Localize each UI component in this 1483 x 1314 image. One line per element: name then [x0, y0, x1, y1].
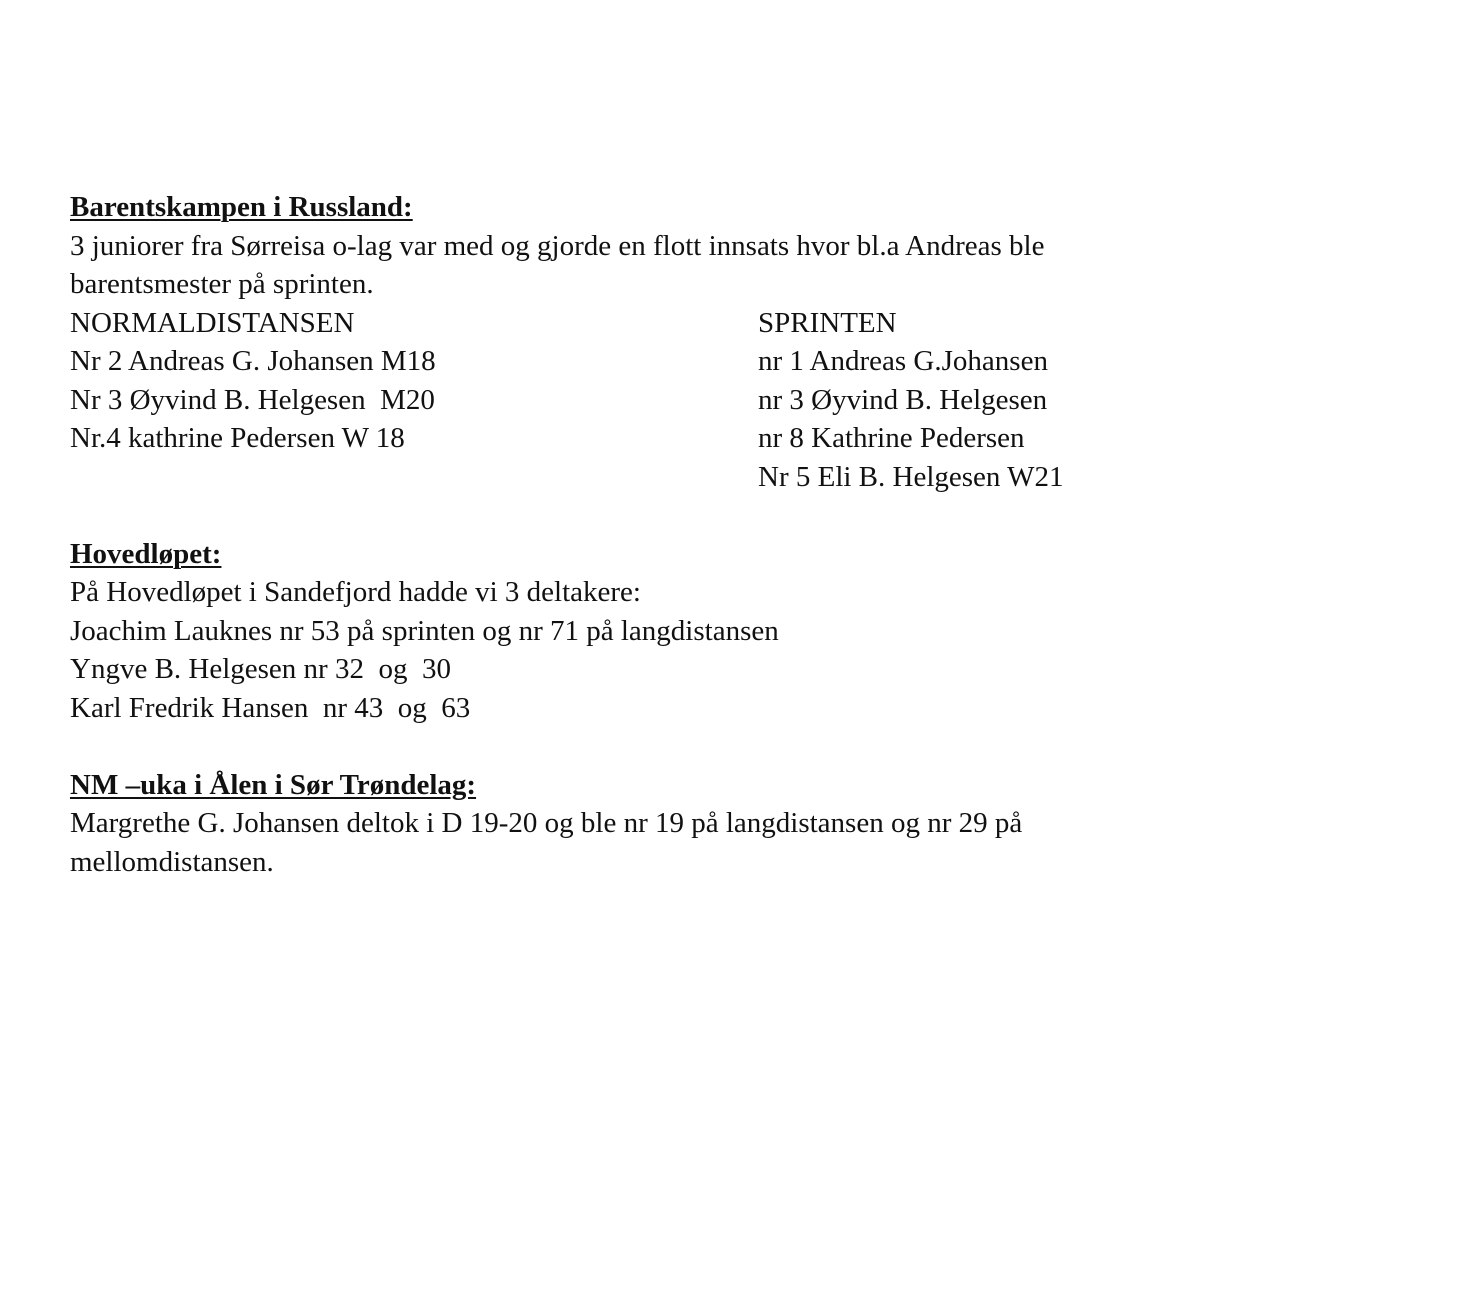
section-heading-hovedlopet: Hovedløpet: — [70, 537, 222, 570]
section-heading-nm-uka: NM –uka i Ålen i Sør Trøndelag: — [70, 768, 477, 801]
results-header-row — [70, 304, 1410, 343]
hovedlopet-line: Karl Fredrik Hansen nr 43 og 63 — [70, 691, 471, 724]
nm-uka-line-2: mellomdistansen. — [70, 845, 274, 878]
normal-result-empty — [70, 458, 758, 497]
normal-result: Nr 3 Øyvind B. Helgesen M20 — [70, 383, 435, 416]
results-row — [70, 342, 1410, 381]
normal-result: Nr 2 Andreas G. Johansen M18 — [70, 345, 436, 377]
sprint-result: nr 1 Andreas G.Johansen — [758, 345, 1048, 377]
spacer — [70, 496, 1410, 535]
hovedlopet-line: På Hovedløpet i Sandefjord hadde vi 3 deltakere: — [70, 576, 641, 608]
spacer — [70, 727, 1410, 766]
section-heading-barentskampen: Barentskampen i Russland: — [70, 191, 413, 223]
normal-result: Nr.4 kathrine Pedersen W 18 — [70, 422, 405, 454]
hovedlopet-line: Joachim Lauknes nr 53 på sprinten og nr 71 på langdistansen — [70, 614, 779, 647]
barents-intro-line-2: barentsmester på sprinten. — [70, 268, 374, 300]
sprint-result: nr 8 Kathrine Pedersen — [758, 422, 1025, 454]
document-page — [70, 188, 1410, 881]
results-row — [70, 419, 1410, 458]
barents-intro-line-1: 3 juniorer fra Sørreisa o-lag var med og gjorde en flott innsats hvor bl.a Andreas ble — [70, 229, 1045, 262]
normaldistansen-header: NORMALDISTANSEN — [70, 306, 355, 339]
sprint-result: nr 3 Øyvind B. Helgesen — [758, 383, 1048, 416]
results-row — [70, 458, 1410, 497]
sprint-result: Nr 5 Eli B. Helgesen W21 — [758, 460, 1064, 493]
nm-uka-line-1: Margrethe G. Johansen deltok i D 19-20 og ble nr 19 på langdistansen og nr 29 på — [70, 807, 1023, 839]
results-row — [70, 381, 1410, 420]
hovedlopet-line: Yngve B. Helgesen nr 32 og 30 — [70, 653, 451, 685]
sprinten-header: SPRINTEN — [758, 306, 897, 339]
